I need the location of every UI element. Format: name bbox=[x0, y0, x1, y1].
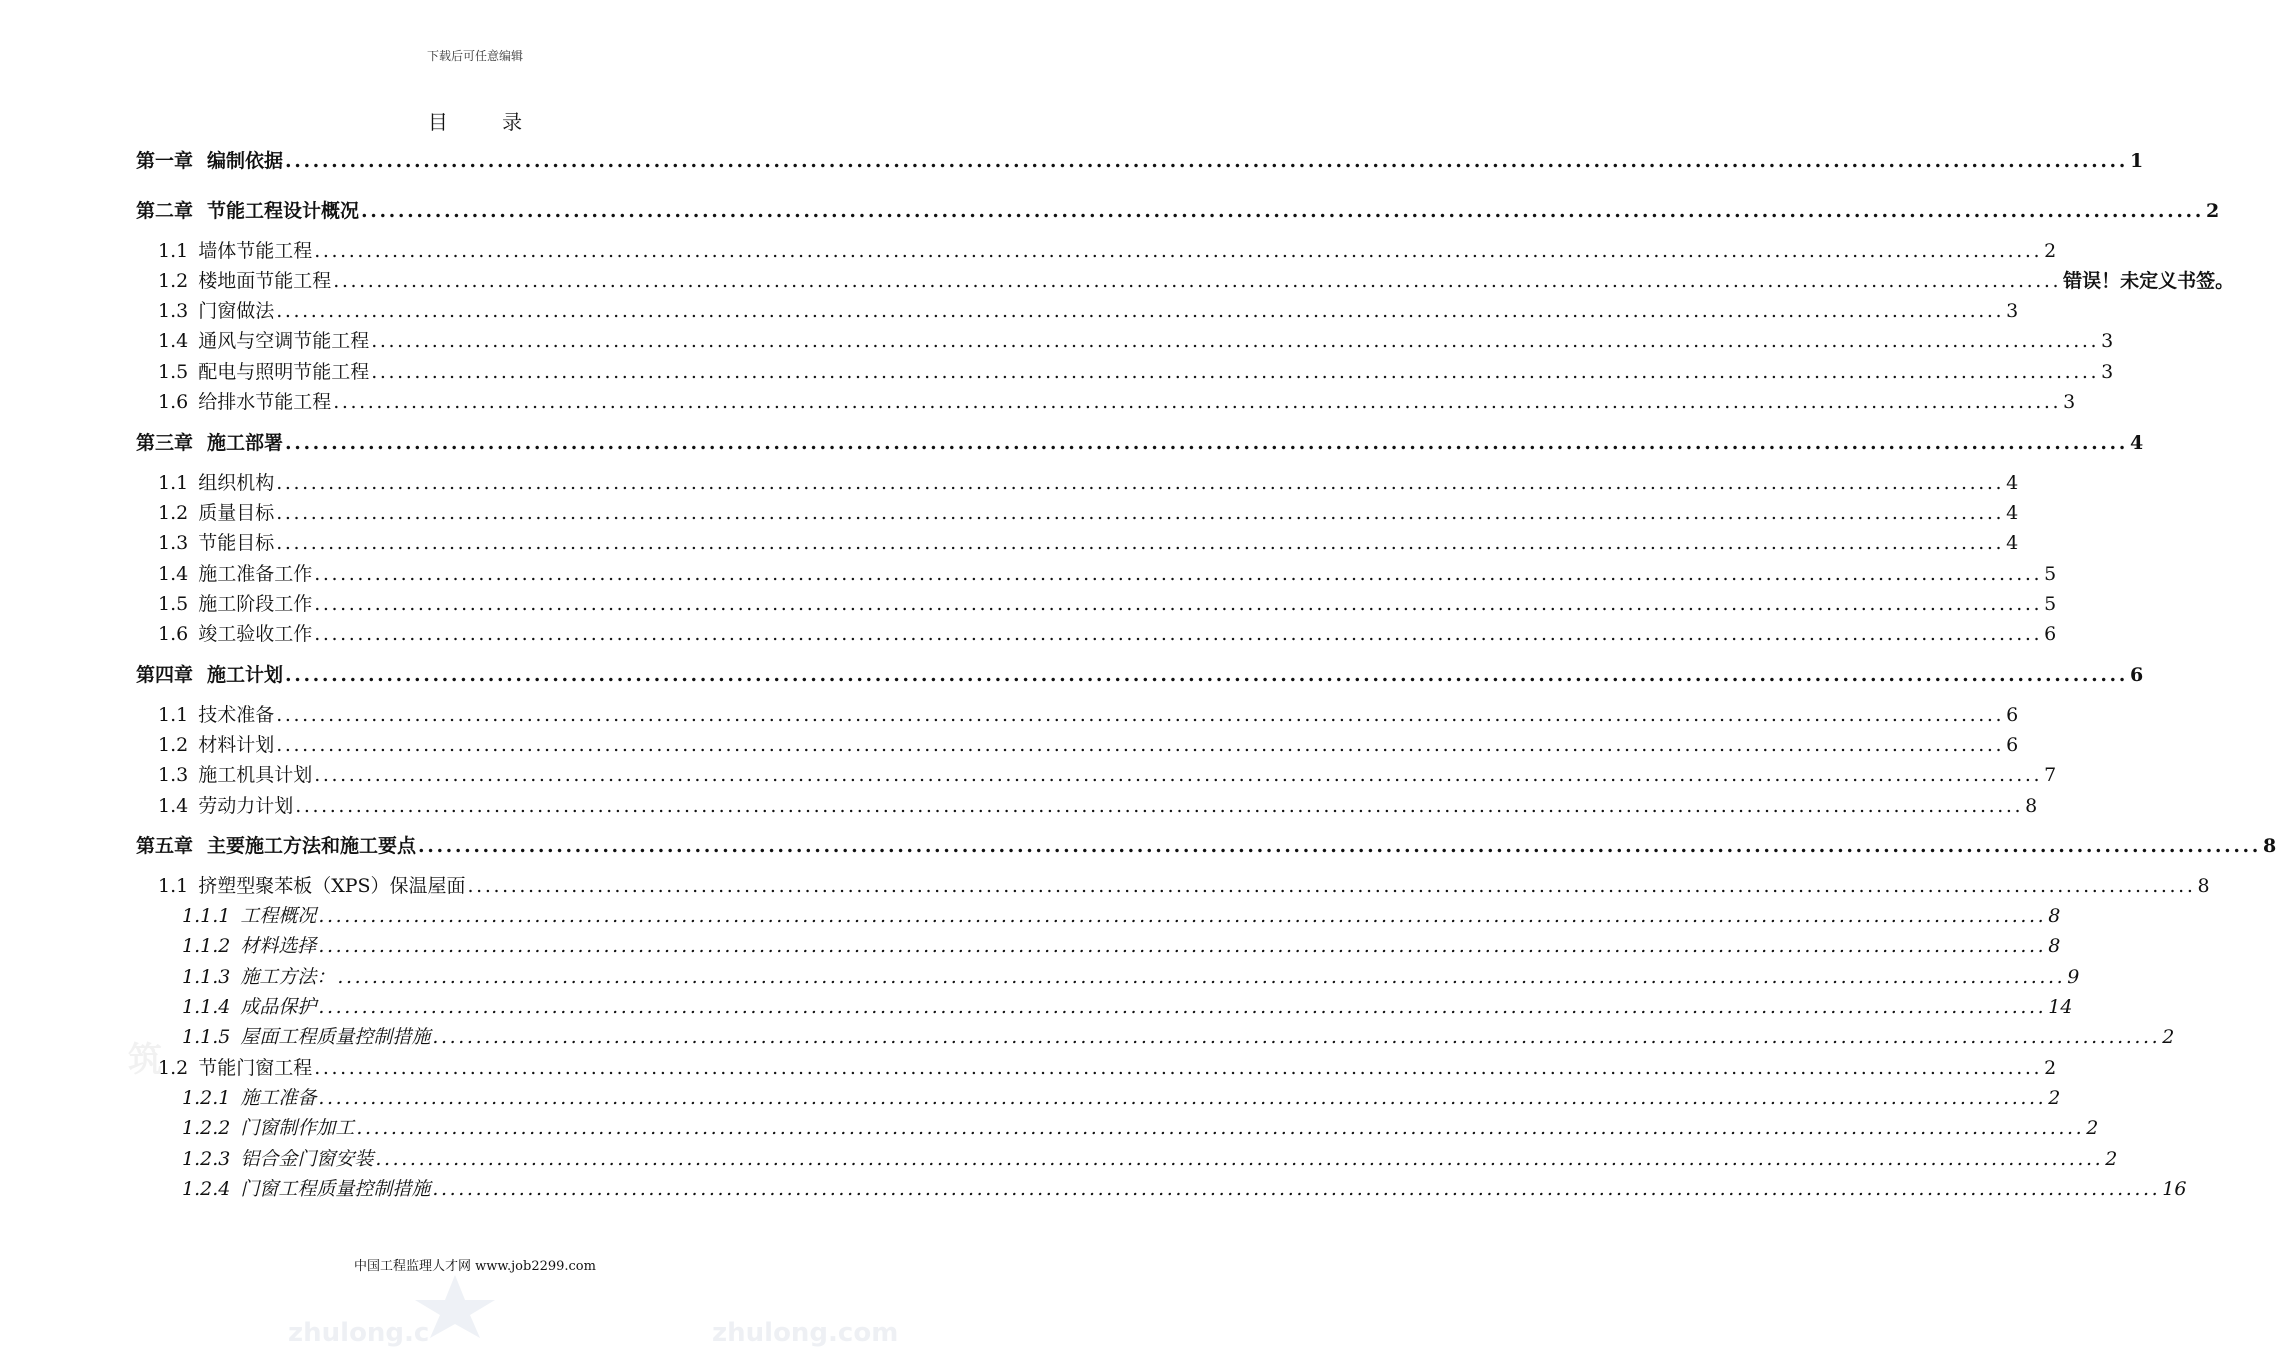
toc-entry-number: 第三章 bbox=[136, 432, 194, 454]
toc-entry-number: 1.2.4 bbox=[182, 1178, 231, 1200]
toc-entry-number: 1.1.1 bbox=[182, 905, 231, 927]
toc-entry-label: 施工阶段工作 bbox=[198, 593, 313, 615]
toc-entry-page: 5 bbox=[2044, 593, 2057, 615]
toc-entry-page: 8 bbox=[2262, 835, 2276, 857]
toc-entry[interactable] bbox=[0, 1144, 2118, 1174]
toc-dot-leader: ........................................................................................................................................................................................................ bbox=[318, 1087, 2047, 1109]
toc-dot-leader: ........................................................................................................................................................................................................ bbox=[314, 623, 2043, 645]
page-header: 下载后可任意编辑 bbox=[426, 49, 523, 63]
toc-entry[interactable] bbox=[0, 236, 2057, 266]
toc-dot-leader: ........................................................................................................................................................................................................ bbox=[361, 200, 2204, 222]
toc-dot-leader: ........................................................................................................................................................................................................ bbox=[371, 330, 2100, 352]
toc-entry-page: 2 bbox=[2086, 1117, 2099, 1139]
toc-entry-number: 1.1.2 bbox=[182, 935, 231, 957]
toc-entry[interactable] bbox=[0, 1113, 2099, 1143]
toc-entry-number: 1.1 bbox=[158, 704, 189, 726]
toc-dot-leader: ........................................................................................................................................................................................................ bbox=[276, 532, 2005, 554]
faint-watermark-char: 筑 bbox=[128, 1040, 162, 1080]
toc-entry-page: 3 bbox=[2063, 391, 2076, 413]
toc-entry-number: 1.6 bbox=[158, 623, 189, 645]
toc-entry-number: 1.2 bbox=[158, 1057, 189, 1079]
toc-entry-number: 1.2.1 bbox=[182, 1087, 231, 1109]
toc-entry-number: 1.4 bbox=[158, 330, 189, 352]
toc-entry-number: 1.2 bbox=[158, 270, 189, 292]
toc-entry[interactable] bbox=[0, 791, 2038, 821]
toc-dot-leader: ........................................................................................................................................................................................................ bbox=[418, 835, 2261, 857]
toc-entry[interactable] bbox=[0, 700, 2019, 730]
toc-entry-page: 9 bbox=[2067, 966, 2080, 988]
toc-entry-page: 3 bbox=[2101, 330, 2114, 352]
toc-entry[interactable] bbox=[0, 831, 2276, 861]
toc-dot-leader: ........................................................................................................................................................................................................ bbox=[276, 704, 2005, 726]
toc-dot-leader: ........................................................................................................................................................................................................ bbox=[314, 563, 2043, 585]
toc-entry-page: 3 bbox=[2101, 361, 2114, 383]
toc-entry[interactable] bbox=[0, 357, 2114, 387]
toc-entry-label: 材料计划 bbox=[198, 734, 275, 756]
toc-entry-label: 给排水节能工程 bbox=[198, 391, 332, 413]
toc-entry-label: 施工机具计划 bbox=[198, 764, 313, 786]
toc-entry-label: 墙体节能工程 bbox=[198, 240, 313, 262]
toc-entry-number: 1.1.5 bbox=[182, 1026, 231, 1048]
toc-entry-label: 节能目标 bbox=[198, 532, 275, 554]
toc-entry-label: 配电与照明节能工程 bbox=[198, 361, 370, 383]
toc-entry-number: 1.4 bbox=[158, 795, 189, 817]
toc-dot-leader: ........................................................................................................................................................................................................ bbox=[276, 472, 2005, 494]
toc-entry-number: 1.1.3 bbox=[182, 966, 231, 988]
toc-entry-number: 1.2 bbox=[158, 734, 189, 756]
toc-entry-page: 8 bbox=[2048, 905, 2061, 927]
toc-dot-leader: ........................................................................................................................................................................................................ bbox=[432, 1026, 2161, 1048]
toc-entry-page: 16 bbox=[2162, 1178, 2187, 1200]
toc-entry-page: 3 bbox=[2006, 300, 2019, 322]
toc-entry-page: 4 bbox=[2006, 472, 2019, 494]
toc-entry-label: 施工部署 bbox=[207, 432, 284, 454]
toc-entry[interactable] bbox=[0, 962, 2080, 992]
watermark-text-right: zhulong.com bbox=[712, 1318, 899, 1348]
toc-entry[interactable] bbox=[0, 871, 2210, 901]
toc-dot-leader: ........................................................................................................................................................................................................ bbox=[318, 905, 2047, 927]
toc-dot-leader: ........................................................................................................................................................................................................ bbox=[432, 1178, 2161, 1200]
toc-entry-page: 2 bbox=[2205, 200, 2220, 222]
toc-entry-label: 劳动力计划 bbox=[198, 795, 294, 817]
toc-dot-leader: ........................................................................................................................................................................................................ bbox=[337, 966, 2066, 988]
toc-entry-page: 错误！未定义书签。 bbox=[2063, 270, 2235, 292]
toc-entry[interactable] bbox=[0, 266, 2235, 296]
toc-entry-label: 竣工验收工作 bbox=[198, 623, 313, 645]
toc-entry-label: 施工计划 bbox=[207, 664, 284, 686]
toc-dot-leader: ........................................................................................................................................................................................................ bbox=[295, 795, 2024, 817]
toc-entry-page: 5 bbox=[2044, 563, 2057, 585]
toc-entry-number: 1.1.4 bbox=[182, 996, 231, 1018]
toc-entry-label: 材料选择 bbox=[240, 935, 317, 957]
toc-entry-number: 第二章 bbox=[136, 200, 194, 222]
toc-entry-page: 6 bbox=[2129, 664, 2144, 686]
toc-entry-number: 1.3 bbox=[158, 532, 189, 554]
toc-entry-page: 6 bbox=[2006, 704, 2019, 726]
toc-entry[interactable] bbox=[0, 619, 2057, 649]
toc-dot-leader: ........................................................................................................................................................................................................ bbox=[333, 270, 2062, 292]
toc-entry-page: 6 bbox=[2044, 623, 2057, 645]
page-footer: 中国工程监理人才网 www.job2299.com bbox=[354, 1259, 596, 1274]
toc-entry-page: 7 bbox=[2044, 764, 2057, 786]
toc-entry[interactable] bbox=[0, 146, 2144, 176]
toc-entry-number: 1.1 bbox=[158, 875, 189, 897]
toc-entry-label: 组织机构 bbox=[198, 472, 275, 494]
toc-entry-label: 节能门窗工程 bbox=[198, 1057, 313, 1079]
toc-entry-page: 4 bbox=[2006, 532, 2019, 554]
toc-entry[interactable] bbox=[0, 559, 2057, 589]
toc-entry-number: 1.4 bbox=[158, 563, 189, 585]
toc-entry[interactable] bbox=[0, 1083, 2061, 1113]
toc-entry-label: 编制依据 bbox=[207, 150, 284, 172]
toc-entry-number: 第五章 bbox=[136, 835, 194, 857]
toc-dot-leader: ........................................................................................................................................................................................................ bbox=[285, 432, 2128, 454]
toc-dot-leader: ........................................................................................................................................................................................................ bbox=[276, 734, 2005, 756]
toc-entry-page: 8 bbox=[2048, 935, 2061, 957]
toc-entry[interactable] bbox=[0, 660, 2144, 690]
toc-entry-label: 施工准备 bbox=[240, 1087, 317, 1109]
toc-entry-label: 门窗工程质量控制措施 bbox=[240, 1178, 431, 1200]
toc-entry-page: 1 bbox=[2129, 150, 2144, 172]
toc-entry-page: 8 bbox=[2197, 875, 2210, 897]
toc-dot-leader: ........................................................................................................................................................................................................ bbox=[276, 300, 2005, 322]
toc-entry[interactable] bbox=[0, 468, 2019, 498]
toc-entry-label: 门窗制作加工 bbox=[240, 1117, 355, 1139]
toc-entry-page: 2 bbox=[2105, 1148, 2118, 1170]
toc-entry-label: 施工方法： bbox=[240, 966, 336, 988]
toc-entry-number: 1.1 bbox=[158, 472, 189, 494]
toc-entry-number: 第四章 bbox=[136, 664, 194, 686]
toc-entry-number: 1.2.2 bbox=[182, 1117, 231, 1139]
toc-entry-label: 成品保护 bbox=[240, 996, 317, 1018]
toc-entry[interactable] bbox=[0, 428, 2144, 458]
toc-entry-page: 4 bbox=[2129, 432, 2144, 454]
watermark-text-left: zhulong.c bbox=[288, 1318, 430, 1348]
toc-entry[interactable] bbox=[0, 387, 2076, 417]
toc-dot-leader: ........................................................................................................................................................................................................ bbox=[318, 935, 2047, 957]
toc-entry[interactable] bbox=[0, 528, 2019, 558]
toc-entry-number: 1.6 bbox=[158, 391, 189, 413]
toc-entry[interactable] bbox=[0, 296, 2019, 326]
toc-entry[interactable] bbox=[0, 589, 2057, 619]
toc-entry-page: 2 bbox=[2044, 1057, 2057, 1079]
toc-entry-page: 2 bbox=[2044, 240, 2057, 262]
toc-entry-number: 1.5 bbox=[158, 593, 189, 615]
toc-title: 目 录 bbox=[427, 110, 547, 134]
toc-entry-page: 14 bbox=[2048, 996, 2073, 1018]
toc-entry-page: 6 bbox=[2006, 734, 2019, 756]
toc-dot-leader: ........................................................................................................................................................................................................ bbox=[375, 1148, 2104, 1170]
toc-entry-label: 质量目标 bbox=[198, 502, 275, 524]
toc-entry-number: 1.3 bbox=[158, 764, 189, 786]
toc-entry-label: 门窗做法 bbox=[198, 300, 275, 322]
toc-entry-page: 2 bbox=[2162, 1026, 2175, 1048]
toc-entry[interactable] bbox=[0, 931, 2061, 961]
toc-entry-page: 8 bbox=[2025, 795, 2038, 817]
toc-entry-label: 技术准备 bbox=[198, 704, 275, 726]
toc-dot-leader: ........................................................................................................................................................................................................ bbox=[276, 502, 2005, 524]
toc-entry-number: 1.5 bbox=[158, 361, 189, 383]
toc-dot-leader: ........................................................................................................................................................................................................ bbox=[333, 391, 2062, 413]
toc-dot-leader: ........................................................................................................................................................................................................ bbox=[371, 361, 2100, 383]
toc-dot-leader: ........................................................................................................................................................................................................ bbox=[285, 664, 2128, 686]
toc-entry-label: 施工准备工作 bbox=[198, 563, 313, 585]
toc-entry-label: 主要施工方法和施工要点 bbox=[207, 835, 417, 857]
toc-entry[interactable] bbox=[0, 196, 2220, 226]
toc-dot-leader: ........................................................................................................................................................................................................ bbox=[314, 593, 2043, 615]
toc-entry-label: 通风与空调节能工程 bbox=[198, 330, 370, 352]
toc-entry[interactable] bbox=[0, 760, 2057, 790]
toc-entry-label: 铝合金门窗安装 bbox=[240, 1148, 374, 1170]
toc-dot-leader: ........................................................................................................................................................................................................ bbox=[285, 150, 2128, 172]
toc-entry[interactable] bbox=[0, 326, 2114, 356]
toc-entry-number: 1.3 bbox=[158, 300, 189, 322]
toc-dot-leader: ........................................................................................................................................................................................................ bbox=[314, 240, 2043, 262]
toc-entry-label: 工程概况 bbox=[240, 905, 317, 927]
toc-entry-page: 4 bbox=[2006, 502, 2019, 524]
toc-dot-leader: ........................................................................................................................................................................................................ bbox=[314, 1057, 2043, 1079]
toc-entry-number: 1.2 bbox=[158, 502, 189, 524]
toc-entry-number: 1.1 bbox=[158, 240, 189, 262]
toc-dot-leader: ........................................................................................................................................................................................................ bbox=[467, 875, 2196, 897]
toc-entry[interactable] bbox=[0, 992, 2073, 1022]
toc-entry-label: 挤塑型聚苯板（XPS）保温屋面 bbox=[198, 875, 466, 897]
toc-entry-page: 2 bbox=[2048, 1087, 2061, 1109]
toc-entry[interactable] bbox=[0, 901, 2061, 931]
toc-entry-number: 第一章 bbox=[136, 150, 194, 172]
toc-entry-label: 节能工程设计概况 bbox=[207, 200, 360, 222]
toc-dot-leader: ........................................................................................................................................................................................................ bbox=[314, 764, 2043, 786]
toc-entry-number: 1.2.3 bbox=[182, 1148, 231, 1170]
toc-entry-label: 屋面工程质量控制措施 bbox=[240, 1026, 431, 1048]
toc-entry[interactable] bbox=[0, 1174, 2187, 1204]
toc-entry-label: 楼地面节能工程 bbox=[198, 270, 332, 292]
toc-entry[interactable] bbox=[0, 730, 2019, 760]
toc-entry[interactable] bbox=[0, 498, 2019, 528]
toc-dot-leader: ........................................................................................................................................................................................................ bbox=[356, 1117, 2085, 1139]
toc-dot-leader: ........................................................................................................................................................................................................ bbox=[318, 996, 2047, 1018]
